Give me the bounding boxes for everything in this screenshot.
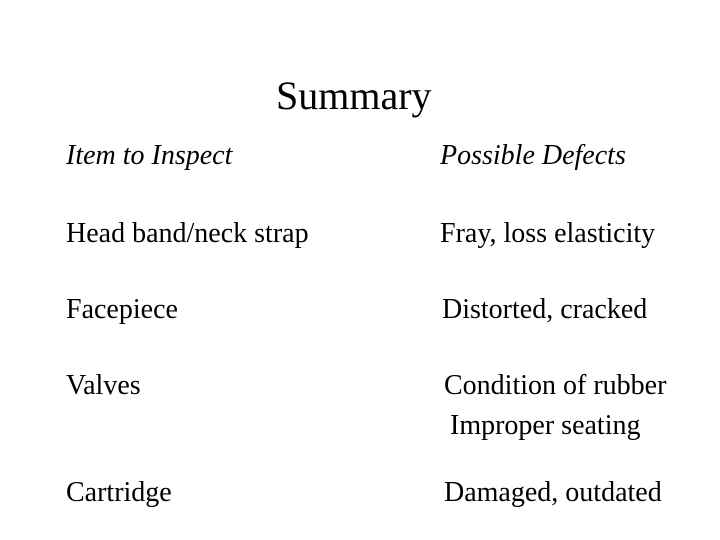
row-item-valves: Valves	[66, 370, 141, 401]
row-item-facepiece: Facepiece	[66, 294, 178, 325]
row-defect-valves-line2: Improper seating	[450, 410, 641, 441]
row-defect-valves-line1: Condition of rubber	[444, 370, 667, 401]
row-item-head-band: Head band/neck strap	[66, 218, 309, 249]
header-item-to-inspect: Item to Inspect	[66, 140, 233, 171]
header-possible-defects: Possible Defects	[440, 140, 626, 171]
row-item-cartridge: Cartridge	[66, 477, 172, 508]
row-defect-head-band: Fray, loss elasticity	[440, 218, 656, 249]
slide-title: Summary	[276, 73, 432, 118]
row-defect-cartridge: Damaged, outdated	[444, 477, 662, 508]
row-defect-facepiece: Distorted, cracked	[442, 294, 648, 325]
